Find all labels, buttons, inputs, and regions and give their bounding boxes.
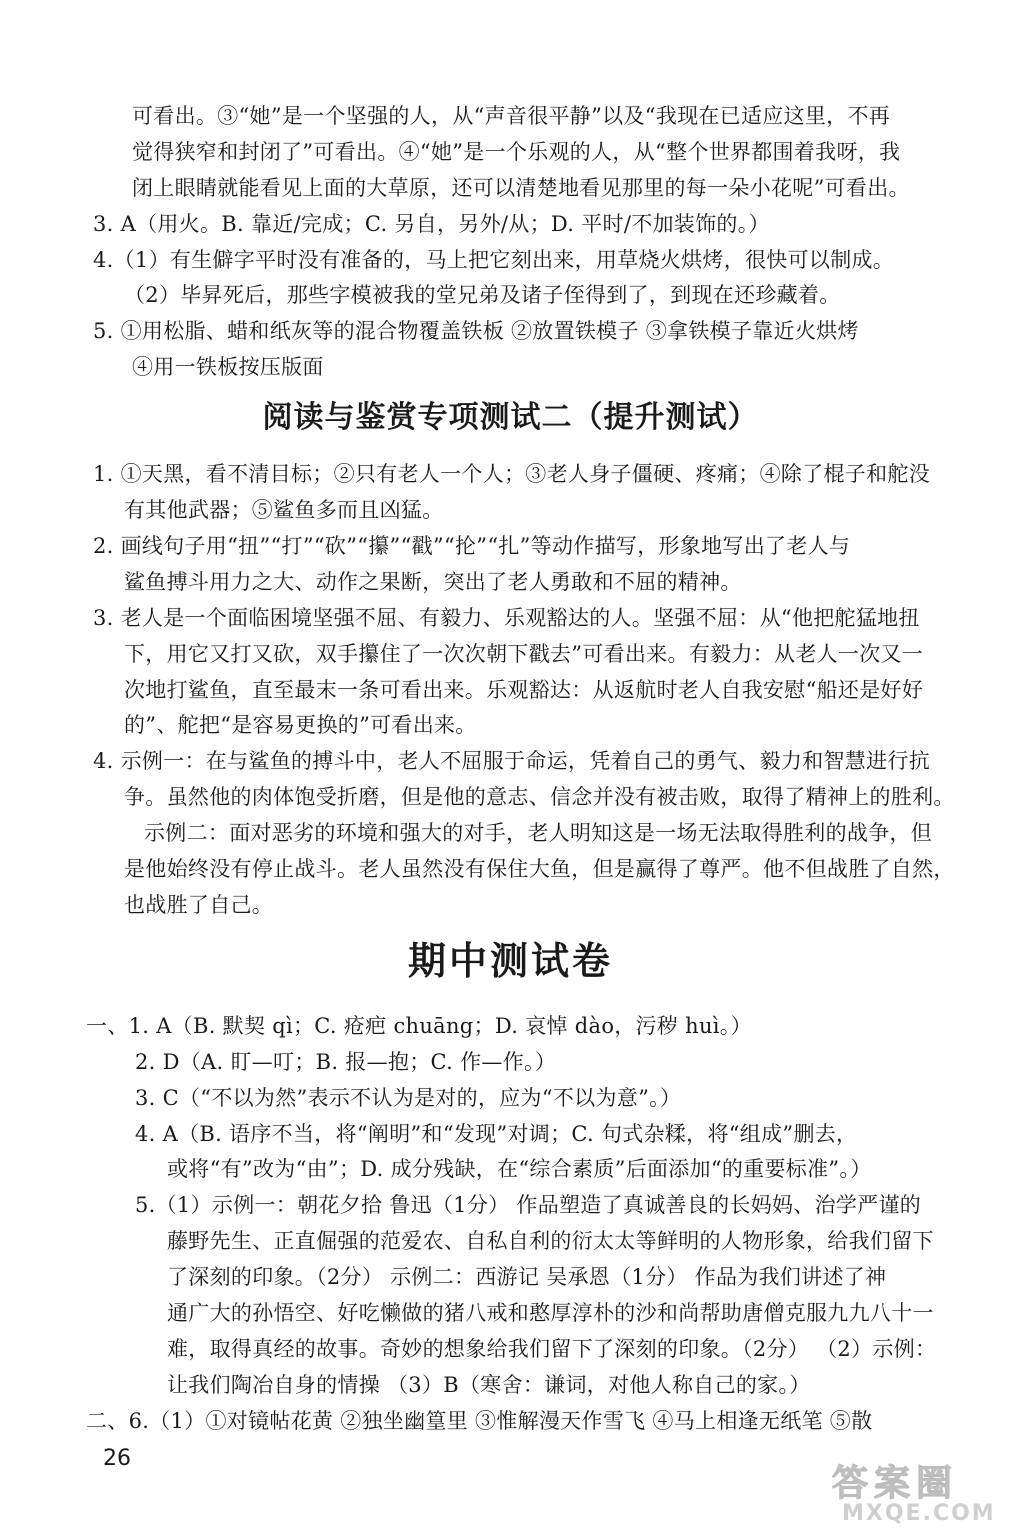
text-line: 4. 示例一：在与鲨鱼的搏斗中，老人不屈服于命运，凭着自己的勇气、毅力和智慧进行抗 — [93, 749, 931, 773]
text-line: 了深刻的印象。（2分） 示例二：西游记 吴承恩（1分） 作品为我们讲述了神 — [167, 1265, 887, 1289]
text-line: 1. ①天黑，看不清目标；②只有老人一个人；③老人身子僵硬、疼痛；④除了棍子和舵没 — [93, 462, 931, 486]
text-line: 4.（1）有生僻字平时没有准备的，马上把它刻出来，用草烧火烘烤，很快可以制成。 — [93, 248, 895, 272]
text-line: 次地打鲨鱼，直至最末一条可看出来。乐观豁达：从返航时老人自我安慰“船还是好好 — [124, 678, 924, 702]
text-line: 示例二：面对恶劣的环境和强大的对手，老人明知这是一场无法取得胜利的战争，但 — [144, 821, 933, 845]
text-line: （2）毕昇死后，那些字模被我的堂兄弟及诸子侄得到了，到现在还珍藏着。 — [124, 283, 841, 307]
text-line: 一、1. A（B. 默契 qì；C. 疮疤 chuāng；D. 哀悼 dào，污秽 huì。） — [86, 1014, 752, 1038]
text-line: 4. A（B. 语序不当，将“阐明”和“发现”对调；C. 句式杂糅，将“组成”删去， — [135, 1122, 858, 1146]
text-line: 鲨鱼搏斗用力之大、动作之果断，突出了老人勇敢和不屈的精神。 — [124, 570, 742, 594]
text-line: 的”、舵把“是容易更换的”可看出来。 — [124, 713, 477, 737]
text-line: 争。虽然他的肉体饱受折磨，但是他的意志、信念并没有被击败，取得了精神上的胜利。 — [124, 785, 955, 809]
text-line: 3. 老人是一个面临困境坚强不屈、有毅力、乐观豁达的人。坚强不屈：从“他把舵猛地扭 — [93, 606, 920, 630]
text-line: 2. D（A. 盯—叮；B. 报—抱；C. 作—作。） — [135, 1050, 557, 1074]
watermark — [832, 1455, 1012, 1531]
text-line: ④用一铁板按压版面 — [132, 355, 324, 379]
text-line: 是他始终没有停止战斗。老人虽然没有保住大鱼，但是赢得了尊严。他不但战胜了自然， — [124, 857, 955, 881]
text-line: 难，取得真经的故事。奇妙的想象给我们留下了深刻的印象。（2分） （2）示例： — [167, 1337, 937, 1361]
text-line: 闭上眼睛就能看见上面的大草原，还可以清楚地看见那里的每一朵小花呢”可看出。 — [132, 176, 910, 200]
text-line: 二、6.（1）①对镜帖花黄 ②独坐幽篁里 ③惟解漫天作雪飞 ④马上相逢无纸笔 ⑤散 — [86, 1409, 873, 1433]
text-line: 藤野先生、正直倔强的范爱农、自私自利的衍太太等鲜明的人物形象，给我们留下 — [167, 1229, 934, 1253]
text-line: 3. C（“不以为然”表示不认为是对的，应为“不以为意”。） — [135, 1086, 682, 1110]
text-line: 有其他武器；⑤鲨鱼多而且凶猛。 — [124, 498, 444, 522]
section-title: 阅读与鉴赏专项测试二（提升测试） — [262, 400, 759, 435]
text-line: 可看出。③“她”是一个坚强的人，从“声音很平静”以及“我现在已适应这里，不再 — [132, 104, 891, 128]
text-line: 5.（1）示例一：朝花夕拾 鲁迅（1分） 作品塑造了真诚善良的长妈妈、治学严谨的 — [135, 1193, 922, 1217]
section-title: 期中测试卷 — [407, 938, 613, 983]
text-line: 下，用它又打又砍，双手攥住了一次次朝下戳去”可看出来。有毅力：从老人一次又一 — [124, 642, 924, 666]
text-line: 5. ①用松脂、蜡和纸灰等的混合物覆盖铁板 ②放置铁模子 ③拿铁模子靠近火烘烤 — [93, 319, 859, 343]
text-line: 觉得狭窄和封闭了”可看出。④“她”是一个乐观的人，从“整个世界都围着我呀，我 — [132, 140, 901, 164]
text-line: 让我们陶冶自身的情操 （3）B（寒舍：谦词，对他人称自己的家。） — [167, 1373, 811, 1397]
text-line: 3. A（用火。B. 靠近/完成；C. 另自，另外/从；D. 平时/不加装饰的。） — [93, 212, 770, 236]
text-line: 2. 画线句子用“扭”“打”“砍”“攥”“戳”“抡”“扎”等动作描写，形象地写出了老人与 — [93, 534, 851, 558]
page-number: 26 — [103, 1446, 131, 1471]
text-line: 也战胜了自己。 — [124, 893, 274, 917]
text-line: 或将“有”改为“由”；D. 成分残缺，在“综合素质”后面添加“的重要标准”。） — [167, 1157, 872, 1181]
watermark-url: MXQE.COM — [842, 1501, 996, 1526]
watermark-logo: 答案圈 — [832, 1463, 959, 1504]
text-line: 通广大的孙悟空、好吃懒做的猪八戒和憨厚淳朴的沙和尚帮助唐僧克服九九八十一 — [167, 1301, 934, 1325]
